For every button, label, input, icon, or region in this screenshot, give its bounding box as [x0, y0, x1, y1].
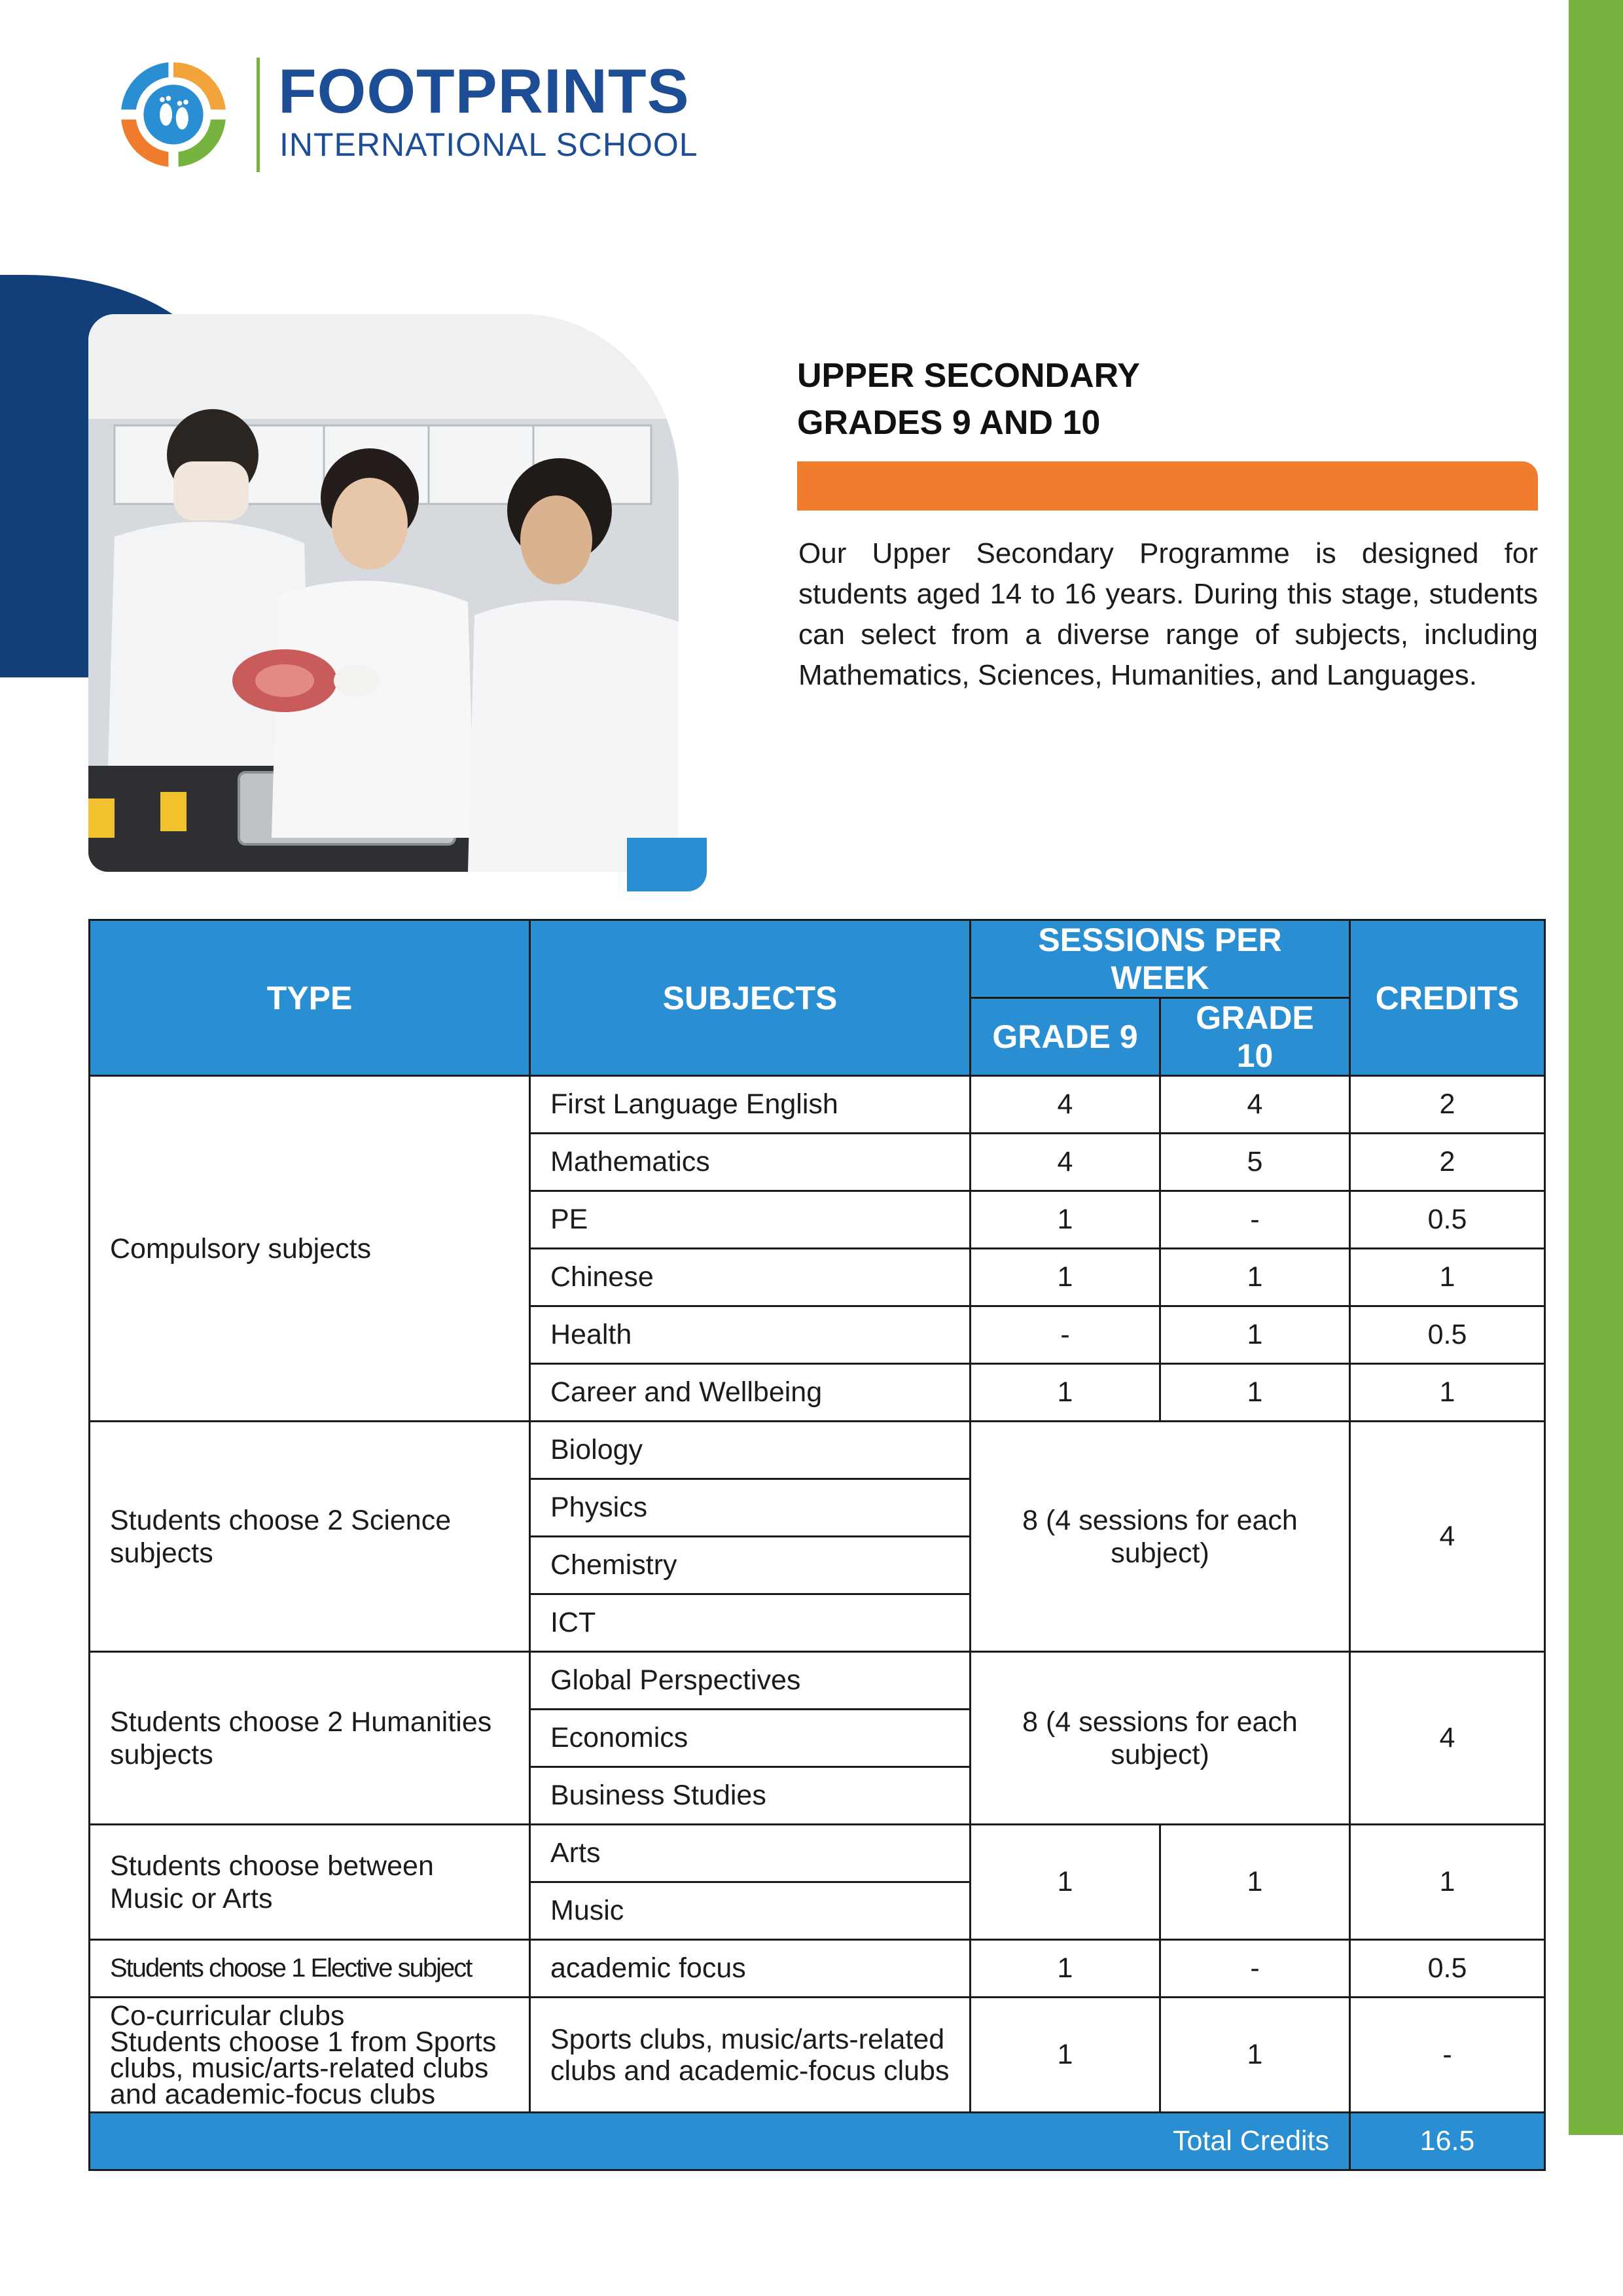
- grade9-cell: 1: [971, 1364, 1160, 1422]
- credits-cell: 0.5: [1350, 1306, 1545, 1364]
- science-sessions: 8 (4 sessions for each subject): [971, 1422, 1350, 1652]
- clubs-description: Students choose 1 from Sports clubs, music/arts-related clubs and academic-focus clubs: [110, 2026, 497, 2110]
- header-grade-10: GRADE 10: [1160, 998, 1350, 1076]
- green-side-bar: [1569, 0, 1623, 2135]
- orange-heading-bar: [797, 461, 1538, 511]
- credits-cell: 1: [1350, 1249, 1545, 1306]
- grade10-cell: 5: [1160, 1134, 1350, 1191]
- programme-table: [88, 919, 1546, 2171]
- credits-cell: 1: [1350, 1825, 1545, 1940]
- subject-cell: Career and Wellbeing: [530, 1364, 971, 1422]
- subject-cell: Business Studies: [530, 1767, 971, 1825]
- intro-paragraph: Our Upper Secondary Programme is designed for students aged 14 to 16 years. During this stage, students can select from a diverse range of subjects, including Mathematics, Sciences, Humanities, and Languages.: [798, 537, 1538, 691]
- header-type: TYPE: [90, 920, 530, 1076]
- credits-cell: 2: [1350, 1076, 1545, 1134]
- grade9-cell: -: [971, 1306, 1160, 1364]
- credits-cell: 0.5: [1350, 1940, 1545, 1998]
- grade10-cell: -: [1160, 1940, 1350, 1998]
- subject-cell: Music: [530, 1882, 971, 1940]
- subject-cell: Health: [530, 1306, 971, 1364]
- credits-cell: 0.5: [1350, 1191, 1545, 1249]
- type-humanities: Students choose 2 Humanities subjects: [90, 1652, 530, 1825]
- subject-cell: Arts: [530, 1825, 971, 1882]
- school-logo-icon: [111, 52, 236, 177]
- grade9-cell: 4: [971, 1134, 1160, 1191]
- subject-cell: Economics: [530, 1710, 971, 1767]
- school-subtitle: INTERNATIONAL SCHOOL: [279, 126, 698, 163]
- grade10-cell: 1: [1160, 1998, 1350, 2113]
- subject-cell: academic focus: [530, 1940, 971, 1998]
- table-row: [90, 1422, 1545, 1479]
- photo-accent-shape: [627, 838, 707, 891]
- grade10-cell: 4: [1160, 1076, 1350, 1134]
- grade10-cell: 1: [1160, 1825, 1350, 1940]
- table-row: [90, 1825, 1545, 1882]
- subject-cell: Mathematics: [530, 1134, 971, 1191]
- header-sessions: SESSIONS PER WEEK: [971, 920, 1350, 998]
- grade9-cell: 1: [971, 1940, 1160, 1998]
- subject-cell: Biology: [530, 1422, 971, 1479]
- type-science: Students choose 2 Science subjects: [90, 1422, 530, 1652]
- heading-line-2: GRADES 9 AND 10: [797, 404, 1101, 442]
- type-clubs: [90, 1998, 530, 2113]
- school-name: FOOTPRINTS: [278, 56, 690, 126]
- subject-cell: Sports clubs, music/arts-related clubs and academic-focus clubs: [530, 1998, 971, 2113]
- subject-cell: ICT: [530, 1594, 971, 1652]
- credits-cell: 2: [1350, 1134, 1545, 1191]
- header-grade-9: GRADE 9: [971, 998, 1160, 1076]
- header-subjects: SUBJECTS: [530, 920, 971, 1076]
- subject-cell: Global Perspectives: [530, 1652, 971, 1710]
- grade9-cell: 1: [971, 1191, 1160, 1249]
- humanities-sessions: 8 (4 sessions for each subject): [971, 1652, 1350, 1825]
- header-credits: CREDITS: [1350, 920, 1545, 1076]
- humanities-credits: 4: [1350, 1652, 1545, 1825]
- subject-cell: Physics: [530, 1479, 971, 1537]
- grade10-cell: 1: [1160, 1249, 1350, 1306]
- credits-cell: -: [1350, 1998, 1545, 2113]
- subject-cell: First Language English: [530, 1076, 971, 1134]
- heading-line-1: UPPER SECONDARY: [797, 357, 1140, 395]
- subject-cell: Chemistry: [530, 1537, 971, 1594]
- total-row: [90, 2113, 1545, 2170]
- type-elective: Students choose 1 Elective subject: [90, 1940, 530, 1998]
- grade9-cell: 1: [971, 1998, 1160, 2113]
- table-row: [90, 1940, 1545, 1998]
- subject-cell: Chinese: [530, 1249, 971, 1306]
- subject-cell: PE: [530, 1191, 971, 1249]
- section-heading: [797, 352, 1140, 446]
- clubs-title: Co-curricular clubs: [110, 2000, 345, 2032]
- logo-divider: [257, 58, 260, 172]
- table-row: [90, 1998, 1545, 2113]
- grade10-cell: 1: [1160, 1364, 1350, 1422]
- grade10-cell: 1: [1160, 1306, 1350, 1364]
- grade10-cell: -: [1160, 1191, 1350, 1249]
- table-row: [90, 1076, 1545, 1134]
- science-credits: 4: [1350, 1422, 1545, 1652]
- type-arts-music: Students choose between Music or Arts: [90, 1825, 530, 1940]
- total-credits-label: Total Credits: [90, 2113, 1350, 2170]
- grade9-cell: 1: [971, 1249, 1160, 1306]
- type-compulsory: Compulsory subjects: [90, 1076, 530, 1422]
- grade9-cell: 1: [971, 1825, 1160, 1940]
- grade9-cell: 4: [971, 1076, 1160, 1134]
- table-row: [90, 1652, 1545, 1710]
- lab-students-photo: [88, 314, 679, 872]
- credits-cell: 1: [1350, 1364, 1545, 1422]
- total-credits-value: 16.5: [1350, 2113, 1545, 2170]
